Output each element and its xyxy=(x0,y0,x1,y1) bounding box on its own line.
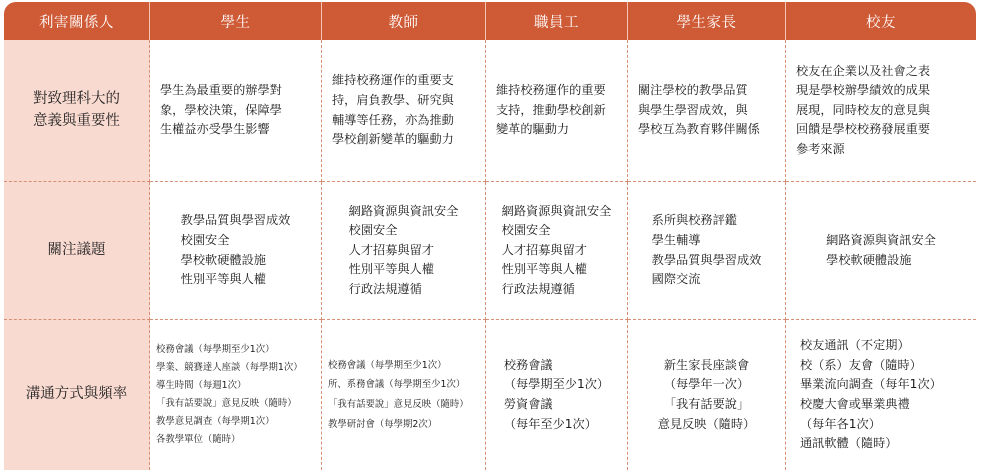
cell-issues-alumni xyxy=(786,182,976,320)
header-stakeholder: 利害關係人 xyxy=(4,2,150,40)
cell-text: 關注學校的教學品質 與學生學習成效，與 學校互為教育夥伴關係 xyxy=(638,83,760,137)
cell-text: 系所與校務評鑑 學生輔導 教學品質與學習成效 國際交流 xyxy=(651,213,762,287)
row-label-significance xyxy=(4,40,150,182)
row-label-text: 關注議題 xyxy=(47,241,106,258)
cell-text: 校務會議（每學期至少1次） 所、系務會議（每學期至少1次） 「我有話要說」意見反映（隨時） 教學研討會（每學期2次） xyxy=(328,359,469,430)
header-parents: 學生家長 xyxy=(628,2,786,40)
cell-text: 教學品質與學習成效 校園安全 學校軟硬體設施 性別平等與人權 xyxy=(180,213,291,287)
cell-issues-parents xyxy=(628,182,786,320)
row-label-text: 對致理科大的 意義與重要性 xyxy=(33,91,120,129)
cell-text: 校友通訊（不定期） 校（系）友會（隨時） 畢業流向調查（每年1次） 校慶大會或畢業典禮 （每年各1次） 通訊軟體（隨時） xyxy=(800,338,942,451)
cell-text: 校務會議（每學期至少1次） 學業、競賽達人座談（每學期1次） 導生時間（每週1次） 「我有話要說」意見反映（隨時） 教學意見調查（每學期1次） 各教學單位（隨時） xyxy=(156,344,303,445)
cell-text: 維持校務運作的重要支 持，肩負教學、研究與 輔導等任務，亦為推動 學校創新變革的驅動力 xyxy=(332,73,454,147)
cell-significance-students xyxy=(150,40,322,182)
cell-text: 學生為最重要的辦學對 象，學校決策，保障學 生權益亦受學生影響 xyxy=(160,83,282,137)
cell-communication-staff xyxy=(486,320,628,470)
cell-significance-teachers xyxy=(322,40,486,182)
header-alumni: 校友 xyxy=(786,2,976,40)
cell-communication-students xyxy=(150,320,322,470)
row-label-communication xyxy=(4,320,150,470)
cell-text: 維持校務運作的重要 支持，推動學校創新 變革的驅動力 xyxy=(496,83,606,137)
cell-issues-students xyxy=(150,182,322,320)
cell-significance-staff xyxy=(486,40,628,182)
cell-communication-parents xyxy=(628,320,786,470)
cell-text: 網路資源與資訊安全 校園安全 人才招募與留才 性別平等與人權 行政法規遵循 xyxy=(348,203,459,296)
cell-communication-alumni xyxy=(786,320,976,470)
header-teachers: 教師 xyxy=(322,2,486,40)
header-staff: 職員工 xyxy=(486,2,628,40)
cell-text: 新生家長座談會 （每學年一次） 「我有話要說」 意見反映（隨時） xyxy=(657,357,756,431)
row-label-text: 溝通方式與頻率 xyxy=(25,386,128,403)
stakeholder-table xyxy=(4,2,976,470)
row-label-issues xyxy=(4,182,150,320)
header-students: 學生 xyxy=(150,2,322,40)
cell-text: 網路資源與資訊安全 校園安全 人才招募與留才 性別平等與人權 行政法規遵循 xyxy=(501,203,612,296)
cell-issues-staff xyxy=(486,182,628,320)
cell-communication-teachers xyxy=(322,320,486,470)
cell-text: 校友在企業以及社會之表 現是學校辦學績效的成果 展現，同時校友的意見與 回饋是學校校務發展重要 參考來源 xyxy=(796,63,931,156)
cell-significance-alumni xyxy=(786,40,976,182)
cell-text: 校務會議 （每學期至少1次） 勞資會議 （每年至少1次） xyxy=(503,357,610,431)
cell-text: 網路資源與資訊安全 學校軟硬體設施 xyxy=(826,232,936,267)
cell-significance-parents xyxy=(628,40,786,182)
cell-issues-teachers xyxy=(322,182,486,320)
